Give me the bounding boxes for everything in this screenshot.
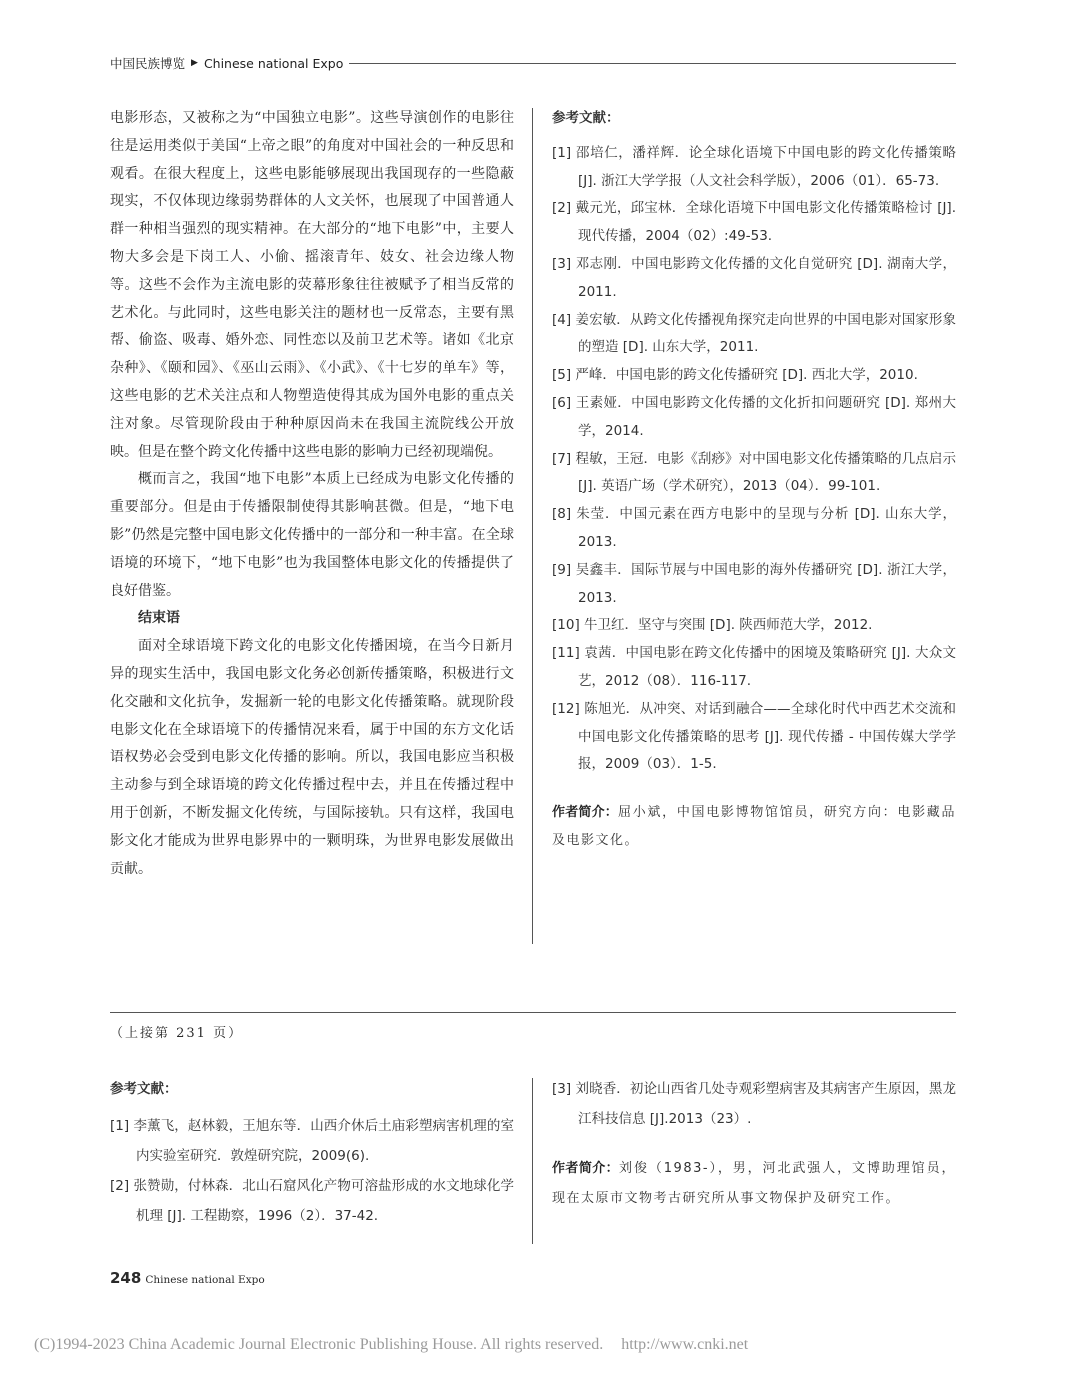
reference-item: [1] 李薰飞，赵林毅，王旭东等．山西介休后土庙彩塑病害机理的室内实验室研究．敦煌研究院，2009(6). [110, 1118, 514, 1164]
author-bio-text: 屈小斌，中国电影博物馆馆员，研究方向：电影藏品及电影文化。 [552, 805, 956, 849]
section-rule [110, 1012, 956, 1013]
header-rule [349, 63, 956, 64]
reference-item: [9] 吴鑫丰．国际节展与中国电影的海外传播研究 [D]. 浙江大学，2013. [552, 561, 956, 606]
author-bio-text: 刘俊（1983-），男，河北武强人，文博助理馆员，现在太原市文物考古研究所从事文物保护及研究工作。 [552, 1161, 956, 1206]
page-number: 248 [110, 1269, 142, 1287]
separator-arrow-icon: ▶ [191, 58, 198, 68]
reference-item: [8] 朱莹．中国元素在西方电影中的呈现与分析 [D]. 山东大学，2013. [552, 506, 956, 550]
continued-note: （上接第 231 页） [110, 1026, 244, 1041]
reference-item: [6] 王素娅．中国电影跨文化传播的文化折扣问题研究 [D]. 郑州大学，2014. [552, 394, 956, 439]
references-heading: 参考文献： [110, 1081, 178, 1097]
footer-journal-title: Chinese national Expo [145, 1274, 265, 1286]
references-bottom-right [552, 1074, 956, 1214]
column-divider-top [532, 108, 533, 944]
references-heading: 参考文献： [552, 110, 620, 126]
journal-title-en: Chinese national Expo [203, 55, 344, 71]
references-bottom-left [110, 1074, 514, 1231]
reference-item: [5] 严峰．中国电影的跨文化传播研究 [D]. 西北大学，2010. [552, 367, 918, 384]
cnki-watermark [34, 1336, 748, 1354]
author-bio-top [552, 799, 956, 855]
paragraph-1: 电影形态，又被称之为“中国独立电影”。这些导演创作的电影往往是运用类似于美国“上帝之眼”的角度对中国社会的一种反思和观看。在很大程度上，这些电影能够展现出我国现存的一些隐蔽现实，不仅体现边缘弱势群体的人文关怀，也展现了中国普通人群一种相当强烈的现实精神。在大部分的“地下电影”中，主要人物大多会是下岗工人、小偷、摇滚青年、妓女、社会边缘人物等。这些不会作为主流电影的荧幕形象往往被赋予了相当反常的艺术化。与此同时，这些电影关注的题材也一反常态，主要有黑帮、偷盗、吸毒、婚外恋、同性恋以及前卫艺术等。诸如《北京杂种》、《颐和园》、《巫山云雨》、《小武》、《十七岁的单车》等，这些电影的艺术关注点和人物塑造使得其成为国外电影的重点关注对象。尽管现阶段由于种种原因尚未在我国主流院线公开放映。但是在整个跨文化传播中这些电影的影响力已经初现端倪。 [110, 110, 514, 460]
reference-item: [11] 袁茜．中国电影在跨文化传播中的困境及策略研究 [J]. 大众文艺，2012（08）．116-117. [552, 645, 956, 689]
page-footer [110, 1269, 265, 1287]
journal-title-cn: 中国民族博览 [110, 56, 186, 71]
reference-item: [2] 戴元光，邱宝林．全球化语境下中国电影文化传播策略检讨 [J]. 现代传播，2004（02）:49-53. [552, 200, 956, 245]
column-divider-bottom [532, 1078, 533, 1244]
copyright-text: (C)1994-2023 China Academic Journal Electronic Publishing House. All rights reserved. [34, 1336, 604, 1353]
author-bio-label: 作者简介： [552, 805, 619, 821]
author-bio-bottom [552, 1154, 956, 1214]
reference-item: [3] 邓志刚．中国电影跨文化传播的文化自觉研究 [D]. 湖南大学，2011. [552, 255, 956, 300]
conclusion-heading: 结束语 [138, 610, 180, 627]
body-column [110, 105, 514, 883]
references-top [552, 105, 956, 855]
reference-item: [3] 刘晓香．初论山西省几处寺观彩塑病害及其病害产生原因，黑龙江科技信息 [J].2013（23）. [552, 1081, 956, 1127]
watermark-url: http://www.cnki.net [621, 1336, 749, 1353]
paragraph-3: 面对全球语境下跨文化的电影文化传播困境，在当今日新月异的现实生活中，我国电影文化务必创新传播策略，积极进行文化交融和文化抗争，发掘新一轮的电影文化传播策略。就现阶段电影文化在全球语境下的传播情况来看，属于中国的东方文化话语权势必会受到电影文化传播的影响。所以，我国电影应当积极主动参与到全球语境的跨文化传播过程中去，并且在传播过程中用于创新，不断发掘文化传统，与国际接轨。只有这样，我国电影文化才能成为世界电影界中的一颗明珠，为世界电影发展做出贡献。 [110, 638, 514, 877]
reference-item: [12] 陈旭光．从冲突、对话到融合——全球化时代中西艺术交流和中国电影文化传播策略的思考 [J]. 现代传播 - 中国传媒大学学报，2009（03）．1-5. [552, 700, 956, 773]
reference-item: [4] 姜宏敏．从跨文化传播视角探究走向世界的中国电影对国家形象的塑造 [D]. 山东大学，2011. [552, 311, 956, 356]
reference-item: [1] 邵培仁，潘祥辉．论全球化语境下中国电影的跨文化传播策略 [J]. 浙江大学学报（人文社会科学版），2006（01）．65-73. [552, 144, 956, 189]
reference-item: [7] 程敏，王冠．电影《刮痧》对中国电影文化传播策略的几点启示 [J]. 英语广场（学术研究），2013（04）．99-101. [552, 450, 956, 495]
running-header [110, 53, 956, 73]
reference-item: [2] 张赞勋，付林森．北山石窟风化产物可溶盐形成的水文地球化学机理 [J]. 工程勘察，1996（2）．37-42. [110, 1178, 514, 1224]
paragraph-2: 概而言之，我国“地下电影”本质上已经成为电影文化传播的重要部分。但是由于传播限制使得其影响甚微。但是，“地下电影”仍然是完整中国电影文化传播中的一部分和一种丰富。在全球语境的环境下，“地下电影”也为我国整体电影文化的传播提供了良好借鉴。 [110, 471, 514, 599]
author-bio-label: 作者简介： [552, 1161, 620, 1176]
reference-item: [10] 牛卫红．坚守与突围 [D]. 陕西师范大学，2012. [552, 617, 873, 634]
